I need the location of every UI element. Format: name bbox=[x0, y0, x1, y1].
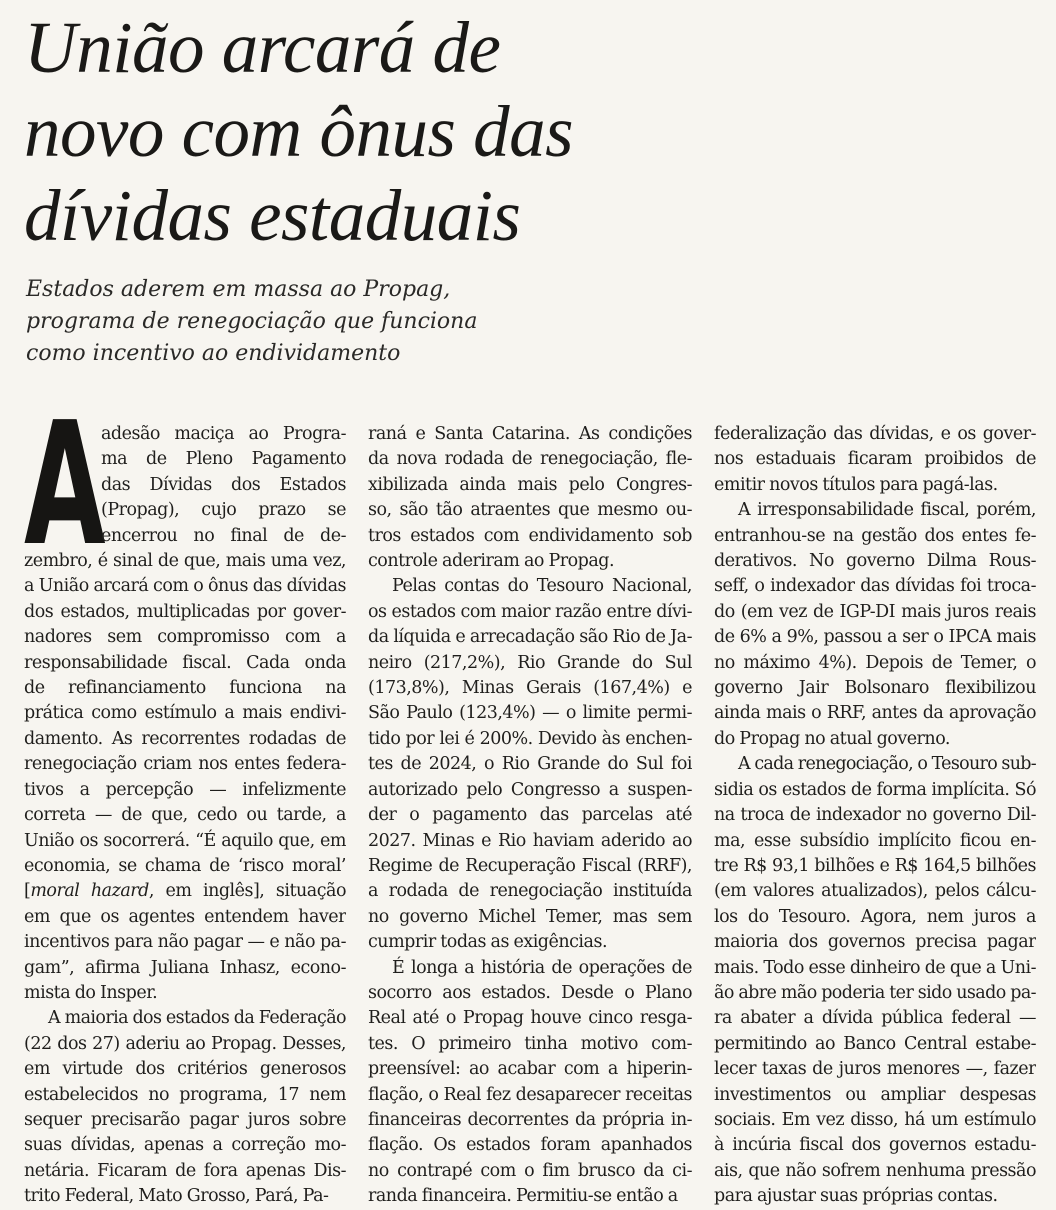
article-text-line: A cada renegociação, o Tesouro sub- bbox=[738, 754, 1036, 775]
article-text-line: União os socorrerá. “É aquilo que, em bbox=[24, 830, 346, 851]
article-text-line: mista do Insper. bbox=[24, 982, 158, 1003]
article-text-line: zembro, é sinal de que, mais uma vez, bbox=[24, 551, 346, 572]
article-text-line: lecer taxas de juros menores —, fazer bbox=[714, 1059, 1036, 1080]
article-text-line: cumprir todas as exigências. bbox=[368, 932, 608, 953]
article-text-line: governo Jair Bolsonaro flexibilizou bbox=[714, 678, 1036, 699]
article-text-line: sociais. Em vez disso, há um estímulo bbox=[714, 1109, 1036, 1130]
article-text-line: estabelecidos no programa, 17 nem bbox=[24, 1084, 346, 1105]
article-text-line: der o pagamento das parcelas até bbox=[368, 805, 692, 826]
article-text-line: economia, se chama de ‘risco moral’ bbox=[24, 855, 346, 876]
article-text-line: emitir novos títulos para pagá-las. bbox=[714, 474, 998, 495]
article-text-line: suas dívidas, apenas a correção mo- bbox=[24, 1135, 346, 1156]
article-text-line: São Paulo (123,4%) — o limite permi- bbox=[368, 703, 692, 724]
article-text-line: da líquida e arrecadação são Rio de Ja- bbox=[368, 627, 692, 648]
article-text-line: A maioria dos estados da Federação bbox=[48, 1008, 346, 1029]
article-text-line: encerrou no final de de- bbox=[101, 525, 346, 546]
article-text-line: ra abater a dívida pública federal — bbox=[714, 1008, 1036, 1029]
article-text-line: 2027. Minas e Rio haviam aderido ao bbox=[368, 830, 692, 851]
article-text-line: gam”, afirma Juliana Inhasz, econo- bbox=[24, 957, 346, 978]
article-text-line: sequer precisarão pagar juros sobre bbox=[24, 1109, 346, 1130]
article-text-line: [moral hazard, em inglês], situação bbox=[24, 881, 346, 902]
article-text-line: randa financeira. Permitiu-se então a bbox=[368, 1186, 678, 1207]
drop-cap: A bbox=[24, 386, 106, 584]
article-text-line: das Dívidas dos Estados bbox=[101, 474, 346, 495]
article-text-line: tros estados com endividamento sob bbox=[368, 525, 692, 546]
article-text-line: no máximo 4%). Depois de Temer, o bbox=[714, 652, 1036, 673]
italic-term: moral hazard bbox=[30, 881, 149, 902]
article-text-line: correta — de que, cedo ou tarde, a bbox=[24, 805, 346, 826]
article-column-3 bbox=[714, 422, 1036, 1210]
article-text-line: adesão maciça ao Progra- bbox=[101, 424, 346, 444]
article-text-line: autorizado pelo Congresso a suspen- bbox=[368, 779, 692, 800]
article-text-line: preensível: ao acabar com a hiperin- bbox=[368, 1059, 692, 1080]
article-text-line: (22 dos 27) aderiu ao Propag. Desses, bbox=[24, 1033, 346, 1054]
article-text-line: tivos a percepção — infelizmente bbox=[24, 779, 346, 800]
article-text-line: trito Federal, Mato Grosso, Pará, Pa- bbox=[24, 1186, 329, 1207]
article-text-line: Pelas contas do Tesouro Nacional, bbox=[392, 576, 692, 597]
article-text-line: controle aderiram ao Propag. bbox=[368, 551, 615, 572]
article-column-2 bbox=[368, 422, 692, 1210]
article-text-line: financeiras decorrentes da própria in- bbox=[368, 1109, 692, 1130]
article-text-line: A irresponsabilidade fiscal, porém, bbox=[738, 500, 1036, 521]
article-text-line: dos estados, multiplicadas por gover- bbox=[24, 601, 346, 622]
subheadline-line: Estados aderem em massa ao Propag, bbox=[26, 277, 451, 302]
article-text-line: flação. Os estados foram apanhados bbox=[368, 1135, 692, 1156]
article-text-line: tido por lei é 200%. Devido às enchen- bbox=[368, 728, 692, 749]
article-text-line: na troca de indexador no governo Dil- bbox=[714, 805, 1036, 826]
article-text-line: nadores sem compromisso com a bbox=[24, 627, 346, 648]
article-text-line: sidia os estados de forma implícita. Só bbox=[714, 779, 1036, 800]
article-text-line: flação, o Real fez desaparecer receitas bbox=[368, 1084, 692, 1105]
article-text-line: de refinanciamento funciona na bbox=[24, 678, 346, 699]
article-text-line: ão abre mão poderia ter sido usado pa- bbox=[714, 982, 1036, 1003]
article-text-line: a rodada de renegociação instituída bbox=[368, 881, 692, 902]
article-text-line: (173,8%), Minas Gerais (167,4%) e bbox=[368, 678, 692, 699]
headline-line: novo com ônus das bbox=[24, 91, 574, 172]
article-text-line: entranhou-se na gestão dos entes fe- bbox=[714, 525, 1036, 546]
article-text-line: os estados com maior razão entre dívi- bbox=[368, 601, 692, 622]
article-text-line: mais. Todo esse dinheiro de que a Uni- bbox=[714, 957, 1036, 978]
headline-line: União arcará de bbox=[24, 7, 501, 88]
article-text-line: permitindo ao Banco Central estabe- bbox=[714, 1033, 1036, 1054]
article-text-line: netária. Ficaram de fora apenas Dis- bbox=[24, 1160, 346, 1181]
article-text-line: do Propag no atual governo. bbox=[714, 728, 950, 749]
article-text-line: tre R$ 93,1 bilhões e R$ 164,5 bilhões bbox=[714, 855, 1036, 876]
article-text-line: para ajustar suas próprias contas. bbox=[714, 1186, 998, 1207]
article-text-line: ais, que não sofrem nenhuma pressão bbox=[714, 1160, 1036, 1181]
article-text-line: maioria dos governos precisa pagar bbox=[714, 932, 1036, 953]
article-text-line: xibilizada ainda mais pelo Congres- bbox=[368, 474, 692, 495]
article-text-line: damento. As recorrentes rodadas de bbox=[24, 728, 346, 749]
article-text-line: ma de Pleno Pagamento bbox=[101, 449, 346, 470]
article-text-line: los do Tesouro. Agora, nem juros a bbox=[714, 906, 1036, 927]
article-text-line: É longa a história de operações de bbox=[392, 957, 692, 978]
article-text-line: do (em vez de IGP-DI mais juros reais bbox=[714, 601, 1036, 622]
article-text-line: so, são tão atraentes que mesmo ou- bbox=[368, 500, 692, 521]
subheadline-line: programa de renegociação que funciona bbox=[26, 309, 478, 334]
article-text-line: ma, esse subsídio implícito ficou en- bbox=[714, 830, 1036, 851]
article-text-line: no governo Michel Temer, mas sem bbox=[368, 906, 692, 927]
article-column-1 bbox=[24, 422, 346, 1210]
article-text-line: derativos. No governo Dilma Rous- bbox=[714, 551, 1036, 572]
article-text-line: raná e Santa Catarina. As condições bbox=[368, 424, 692, 444]
article-text-line: neiro (217,2%), Rio Grande do Sul bbox=[368, 652, 692, 673]
article-text-line: Regime de Recuperação Fiscal (RRF), bbox=[368, 855, 692, 876]
article-text-line: nos estaduais ficaram proibidos de bbox=[714, 449, 1036, 470]
article-text-line: (Propag), cujo prazo se bbox=[101, 500, 346, 521]
article-text-line: tes. O primeiro tinha motivo com- bbox=[368, 1033, 692, 1054]
headline-line: dívidas estaduais bbox=[24, 175, 521, 256]
headline bbox=[24, 6, 784, 258]
article-text-line: da nova rodada de renegociação, fle- bbox=[368, 449, 692, 470]
article-text-line: incentivos para não pagar — e não pa- bbox=[24, 932, 346, 953]
article-text-line: a União arcará com o ônus das dívidas bbox=[24, 576, 346, 597]
article-text-line: ainda mais o RRF, antes da aprovação bbox=[714, 703, 1036, 724]
article-text-line: à incúria fiscal dos governos estadu- bbox=[714, 1135, 1036, 1156]
article-text-line: (em valores atualizados), pelos cálcu- bbox=[714, 881, 1036, 902]
article-text-line: socorro aos estados. Desde o Plano bbox=[368, 982, 692, 1003]
article-text-line: tes de 2024, o Rio Grande do Sul foi bbox=[368, 754, 692, 775]
article-text-line: Real até o Propag houve cinco resga- bbox=[368, 1008, 692, 1029]
subheadline bbox=[26, 274, 726, 370]
article-text-line: em virtude dos critérios generosos bbox=[24, 1059, 346, 1080]
subheadline-line: como incentivo ao endividamento bbox=[26, 341, 401, 366]
article-text-line: federalização das dívidas, e os gover- bbox=[714, 424, 1036, 444]
article-text-line: de 6% a 9%, passou a ser o IPCA mais bbox=[714, 627, 1036, 648]
article-text-line: investimentos ou ampliar despesas bbox=[714, 1084, 1036, 1105]
article-text-line: em que os agentes entendem haver bbox=[24, 906, 346, 927]
article-text-line: prática como estímulo a mais endivi- bbox=[24, 703, 346, 724]
article-text-line: responsabilidade fiscal. Cada onda bbox=[24, 652, 346, 673]
article-text-line: renegociação criam nos entes federa- bbox=[24, 754, 346, 775]
article-text-line: seff, o indexador das dívidas foi troca- bbox=[714, 576, 1036, 597]
article-text-line: no contrapé com o fim brusco da ci- bbox=[368, 1160, 692, 1181]
